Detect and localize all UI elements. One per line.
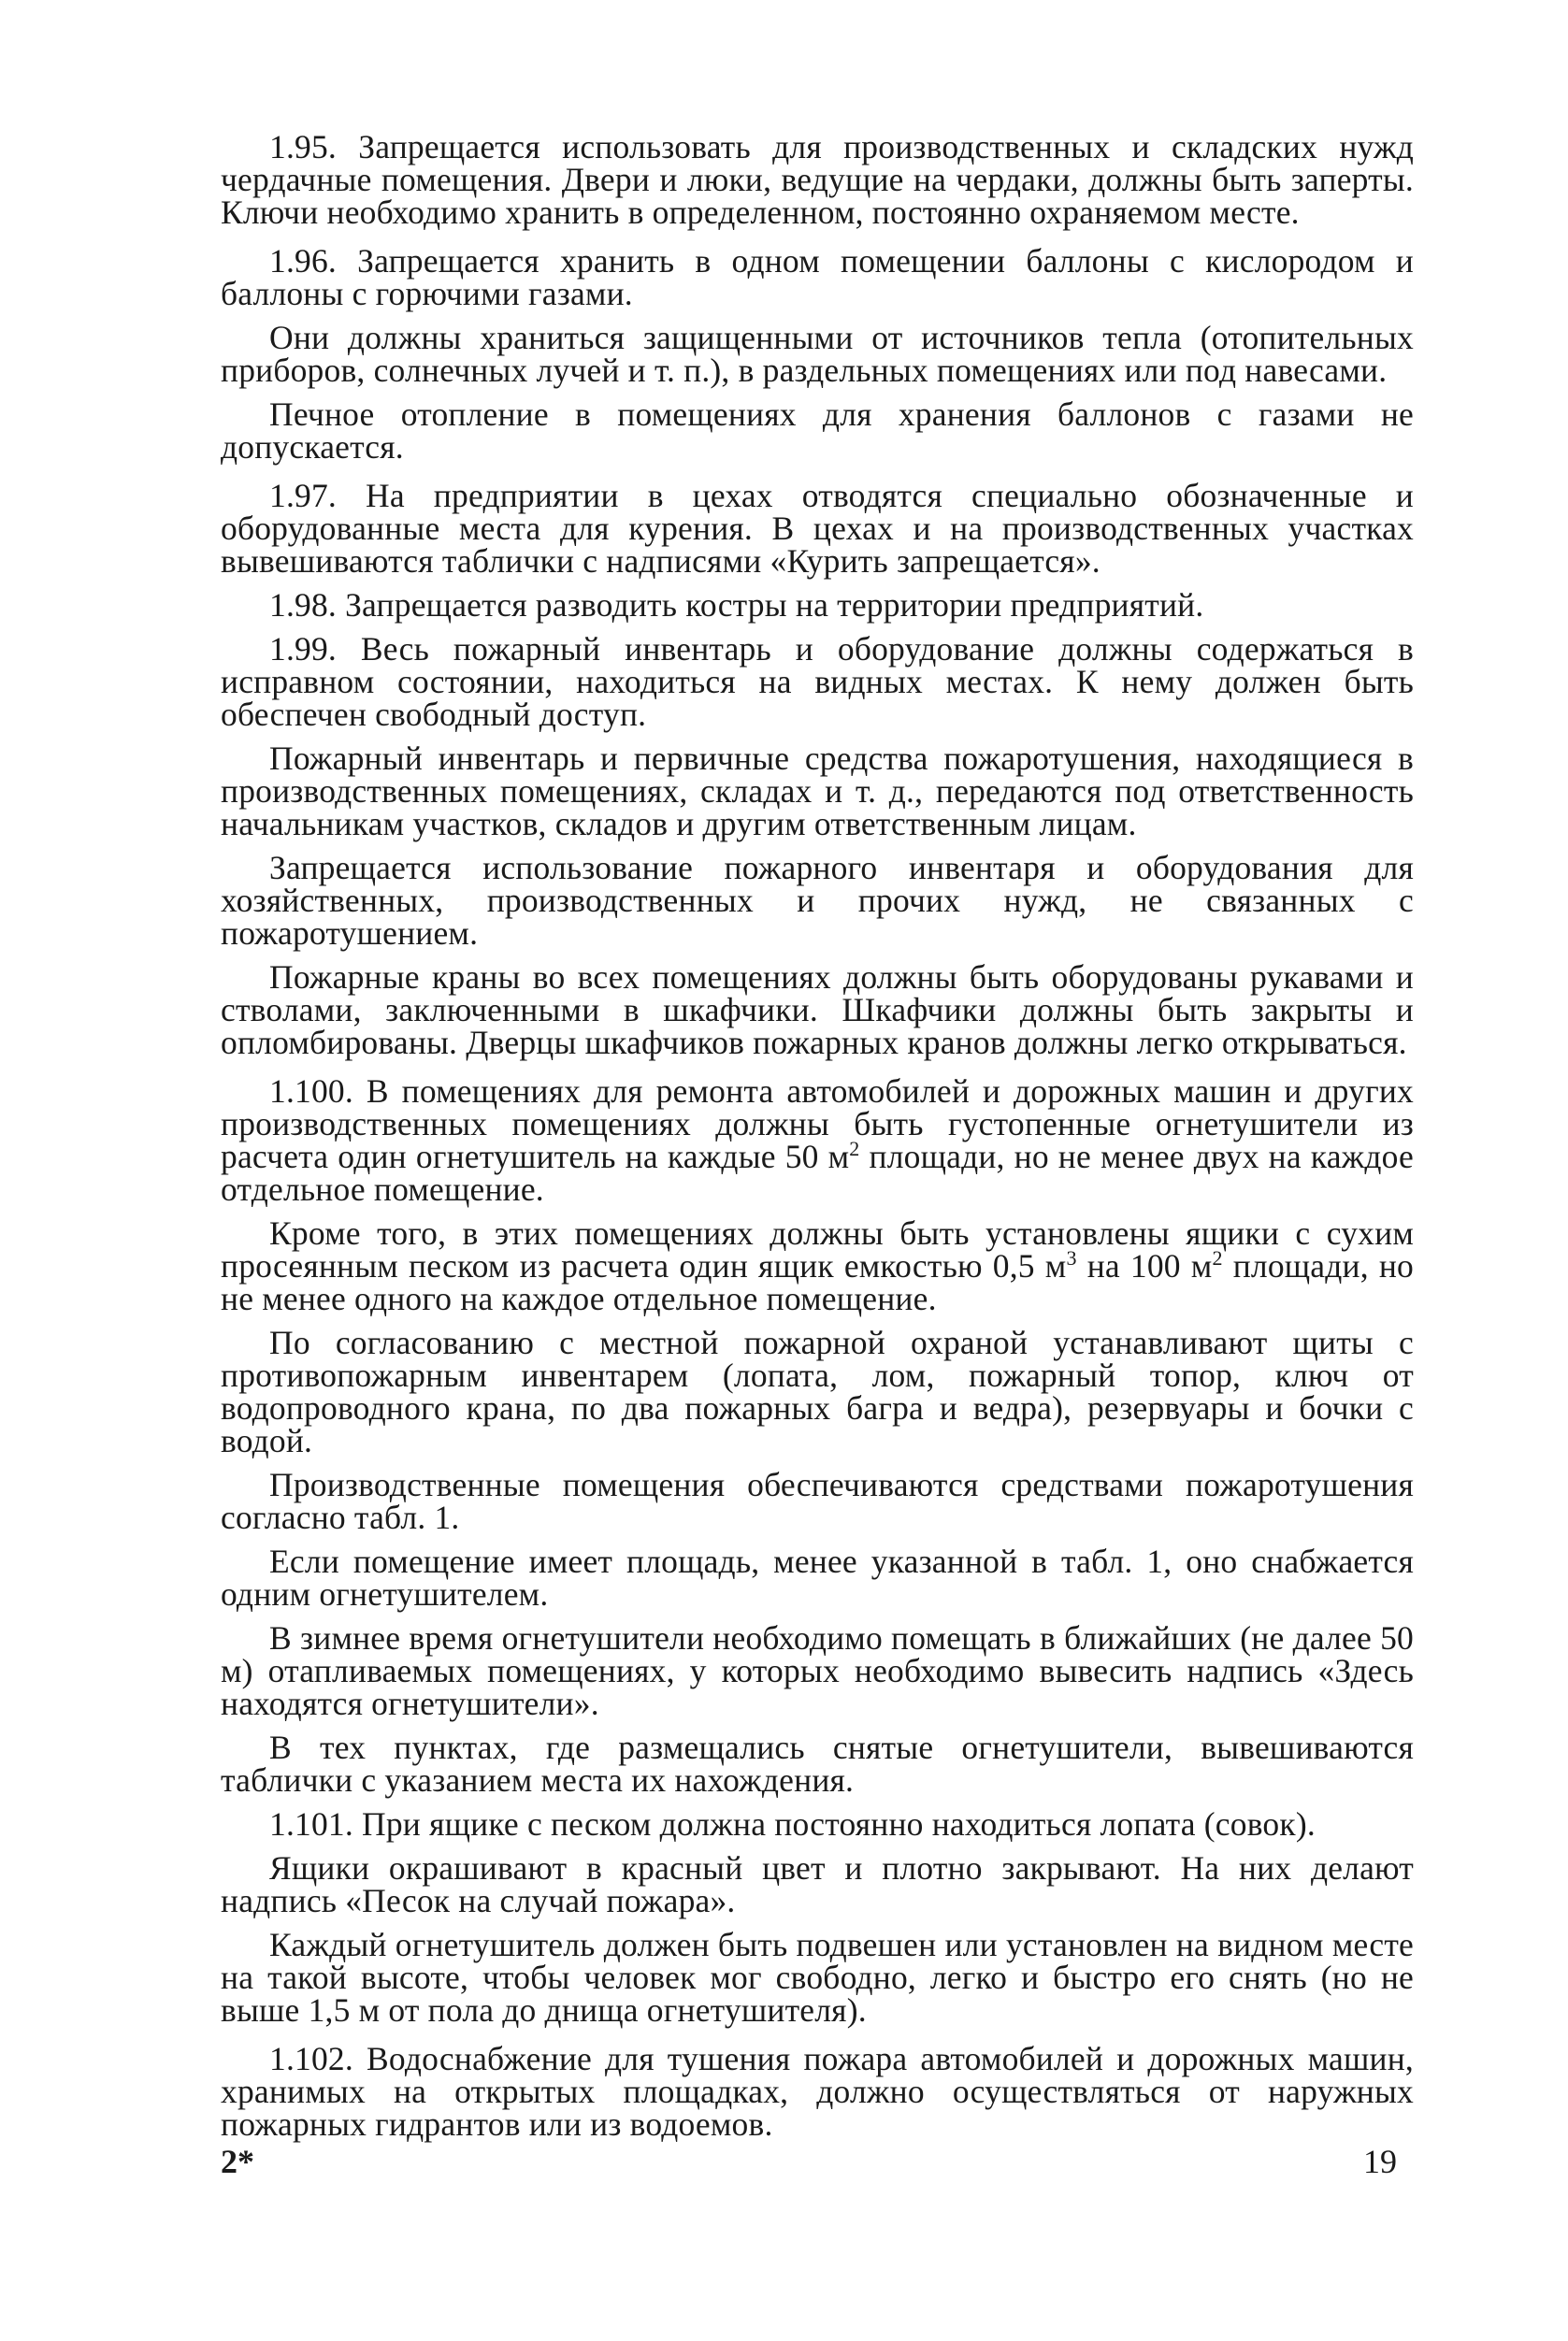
paragraph-1-100 (221, 1072, 1414, 1208)
paragraph-small-area: Если помещение имеет площадь, менее указанной в табл. 1, оно снабжается одним огнетушителем. (221, 1543, 1414, 1613)
paragraph-1-102: 1.102. Водоснабжение для тушения пожара автомобилей и дорожных машин, хранимых на открытых площадках, должно осуществляться от наружных пожарных гидрантов или из водоемов. (221, 2040, 1414, 2143)
paragraph-stove-heating: Печное отопление в помещениях для хранения баллонов с газами не допускается. (221, 395, 1414, 466)
superscript-square: 2 (1212, 1246, 1223, 1271)
paragraph-sand-boxes-text: Кроме того, в этих помещениях должны быть установлены ящики с сухим просеянным песком из расчета один ящик емкостью 0,5 м (221, 1214, 1414, 1285)
paragraph-1-97: 1.97. На предприятии в цехах отводятся специально обозначенные и оборудованные места для курения. В цехах и на производственных участках вывешиваются таблички с надписями «Курить запрещается». (221, 477, 1414, 580)
signature-mark: 2* (221, 2143, 254, 2180)
paragraph-1-100-text: 1.100. В помещениях для ремонта автомобилей и дорожных машин и других производственных помещениях должны быть густопенные огнетушители из расчета один огнетушитель на каждые 50 м (221, 1072, 1414, 1175)
superscript-square: 2 (849, 1137, 860, 1161)
paragraph-1-95: 1.95. Запрещается использовать для производственных и складских нужд чердачные помещения. Двери и люки, ведущие на чердаки, должны быть заперты. Ключи необходимо хранить в определенном, постоянно охраняемом месте. (221, 128, 1414, 231)
paragraph-1-100-end: площади, но не менее двух на каждое отдельное помещение. (221, 1138, 1414, 1208)
paragraph-cylinders-storage: Они должны храниться защищенными от источников тепла (отопительных приборов, солнечных лучей и т. п.), в раздельных помещениях или под навесами. (221, 319, 1414, 389)
paragraph-inventory-responsibility: Пожарный инвентарь и первичные средства пожаротушения, находящиеся в производственных помещениях, складах и т. д., передаются под ответственность начальникам участков, складов и другим ответственным лицам. (221, 740, 1414, 842)
paragraph-fire-hydrants: Пожарные краны во всех помещениях должны быть оборудованы рукавами и стволами, заключенными в шкафчики. Шкафчики должны быть закрыты и опломбированы. Дверцы шкафчиков пожарных кранов должны легко открываться. (221, 958, 1414, 1061)
page-number: 19 (1363, 2143, 1397, 2180)
paragraph-1-99: 1.99. Весь пожарный инвентарь и оборудование должны содержаться в исправном состоянии, находиться на видных местах. К нему должен быть обеспечен свободный доступ. (221, 630, 1414, 733)
paragraph-inventory-prohibition: Запрещается использование пожарного инвентаря и оборудования для хозяйственных, производственных и прочих нужд, не связанных с пожаротушением. (221, 849, 1414, 952)
paragraph-fire-shields: По согласованию с местной пожарной охраной устанавливают щиты с противопожарным инвентарем (лопата, лом, пожарный топор, ключ от водопроводного крана, по два пожарных багра и ведра), резервуары и бочки с водой. (221, 1324, 1414, 1459)
paragraph-sand-box-paint: Ящики окрашивают в красный цвет и плотно закрывают. На них делают надпись «Песок на случай пожара». (221, 1849, 1414, 1919)
paragraph-sand-boxes (221, 1214, 1414, 1317)
paragraph-1-98: 1.98. Запрещается разводить костры на территории предприятий. (269, 586, 1204, 624)
paragraph-1-96: 1.96. Запрещается хранить в одном помещении баллоны с кислородом и баллоны с горючими газами. (221, 242, 1414, 312)
paragraph-1-101: 1.101. При ящике с песком должна постоянно находиться лопата (совок). (269, 1805, 1316, 1843)
paragraph-extinguishing-means: Производственные помещения обеспечиваются средствами пожаротушения согласно табл. 1. (221, 1466, 1414, 1536)
paragraph-removed-extinguishers: В тех пунктах, где размещались снятые огнетушители, вывешиваются таблички с указанием места их нахождения. (221, 1729, 1414, 1799)
paragraph-winter-storage: В зимнее время огнетушители необходимо помещать в ближайших (не далее 50 м) отапливаемых помещениях, у которых необходимо вывесить надпись «Здесь находятся огнетушители». (221, 1619, 1414, 1722)
document-page (221, 128, 1414, 2281)
paragraph-sand-boxes-end: площади, но не менее одного на каждое отдельное помещение. (221, 1247, 1414, 1317)
superscript-cubic: 3 (1066, 1246, 1077, 1271)
paragraph-sand-boxes-mid: на 100 м (1076, 1247, 1213, 1285)
document-body (221, 128, 1414, 2143)
page-footer (221, 2143, 1414, 2188)
paragraph-extinguisher-mounting: Каждый огнетушитель должен быть подвешен или установлен на видном месте на такой высоте, чтобы человек мог свободно, легко и быстро его снять (но не выше 1,5 м от пола до днища огнетушителя). (221, 1926, 1414, 2029)
